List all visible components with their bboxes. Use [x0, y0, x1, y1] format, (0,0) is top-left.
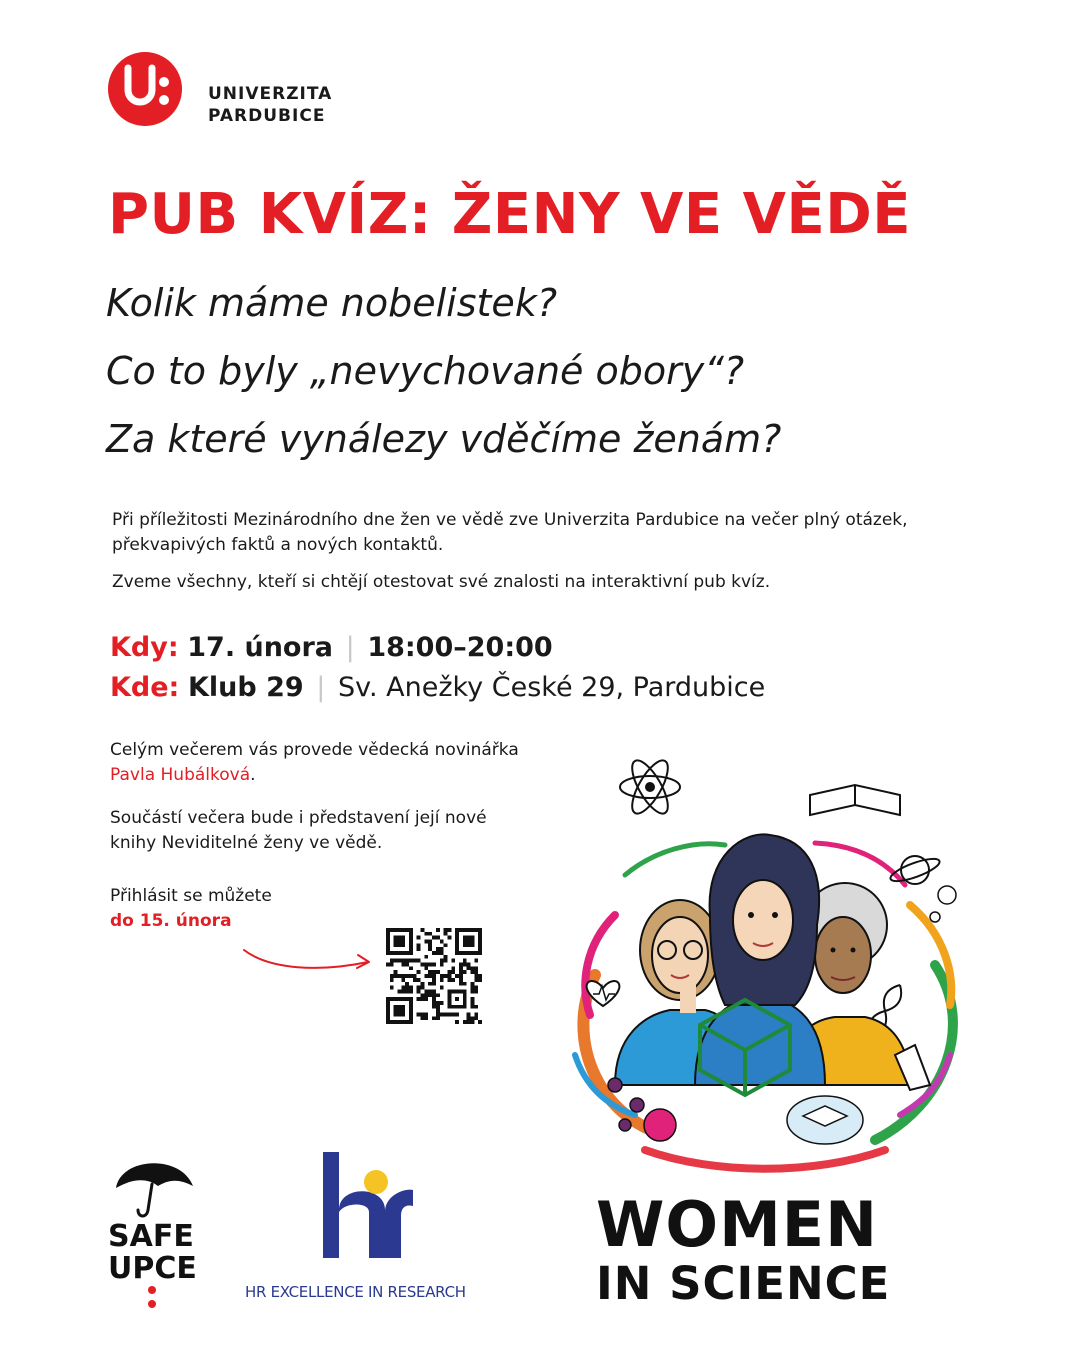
- qr-module: [421, 982, 425, 986]
- book-paragraph: Součástí večera bude i představení její nové knihy Neviditelné ženy ve vědě.: [110, 808, 487, 853]
- qr-module: [447, 928, 451, 932]
- wis-line-2: IN SCIENCE: [596, 1257, 891, 1310]
- qr-module: [417, 997, 421, 1001]
- event-where: [110, 670, 765, 706]
- qr-module: [470, 982, 474, 986]
- qr-module: [401, 959, 405, 963]
- qr-module: [467, 1020, 471, 1024]
- when-label: Kdy:: [110, 632, 179, 663]
- university-name: UNIVERZITA PARDUBICE: [208, 84, 333, 126]
- qr-module: [463, 1020, 467, 1024]
- qr-module: [478, 1020, 482, 1024]
- qr-module: [436, 993, 440, 997]
- qr-module: [470, 966, 474, 970]
- qr-module: [421, 963, 425, 967]
- qr-module: [428, 947, 432, 951]
- qr-module: [432, 1005, 436, 1009]
- qr-module: [455, 974, 459, 978]
- qr-module: [463, 982, 467, 986]
- upce-text: UPCE: [108, 1251, 197, 1286]
- intro-paragraph-1: Při příležitosti Mezinárodního dne žen ve vědě zve Univerzita Pardubice na večer plný otázek, překvapivých faktů a nových kontaktů.: [112, 510, 908, 555]
- qr-module: [432, 1001, 436, 1005]
- qr-module: [440, 963, 444, 967]
- qr-module: [424, 932, 428, 936]
- qr-module: [463, 963, 467, 967]
- qr-module: [474, 1016, 478, 1020]
- qr-module: [432, 1016, 436, 1020]
- qr-module: [394, 974, 398, 978]
- qr-module: [428, 940, 432, 944]
- qr-module: [413, 974, 417, 978]
- qr-module: [424, 993, 428, 997]
- registration-deadline: do 15. února: [110, 911, 232, 931]
- qr-module: [463, 959, 467, 963]
- arrow-icon: [240, 938, 380, 978]
- qr-module: [470, 1020, 474, 1024]
- qr-module: [424, 966, 428, 970]
- qr-module: [436, 928, 440, 932]
- qr-module: [436, 1001, 440, 1005]
- qr-module: [474, 970, 478, 974]
- qr-module: [394, 970, 398, 974]
- qr-module: [436, 951, 440, 955]
- qr-module: [405, 963, 409, 967]
- qr-module: [409, 989, 413, 993]
- qr-module: [428, 974, 432, 978]
- qr-module: [444, 974, 448, 978]
- qr-module: [401, 989, 405, 993]
- qr-module: [440, 940, 444, 944]
- question-3: Za které vynálezy vděčíme ženám?: [106, 417, 782, 461]
- qr-module: [417, 978, 421, 982]
- qr-module: [405, 982, 409, 986]
- qr-module: [470, 989, 474, 993]
- qr-module: [432, 982, 436, 986]
- qr-module: [459, 982, 463, 986]
- hr-caption: HR EXCELLENCE IN RESEARCH: [245, 1283, 466, 1301]
- qr-module: [424, 940, 428, 944]
- qr-module: [432, 951, 436, 955]
- qr-module: [424, 1012, 428, 1016]
- intro-paragraph-2: Zveme všechny, kteří si chtějí otestovat své znalosti na interaktivní pub kvíz.: [112, 572, 771, 592]
- qr-module: [417, 947, 421, 951]
- qr-module: [474, 1012, 478, 1016]
- qr-module: [474, 966, 478, 970]
- hr-mark-icon: [245, 1150, 485, 1275]
- qr-module: [444, 932, 448, 936]
- registration-note: [110, 884, 530, 934]
- wis-line-1: WOMEN: [596, 1188, 879, 1261]
- qr-module: [444, 928, 448, 932]
- question-2: Co to byly „nevychované obory“?: [106, 349, 745, 393]
- qr-module: [424, 1016, 428, 1020]
- qr-module: [459, 970, 463, 974]
- qr-module: [444, 1012, 448, 1016]
- qr-module: [478, 974, 482, 978]
- qr-module: [401, 986, 405, 990]
- qr-module: [409, 966, 413, 970]
- qr-module: [451, 978, 455, 982]
- qr-module: [474, 974, 478, 978]
- qr-module: [459, 974, 463, 978]
- qr-module: [451, 1012, 455, 1016]
- qr-module: [417, 943, 421, 947]
- qr-module: [440, 947, 444, 951]
- qr-module: [444, 959, 448, 963]
- qr-module: [405, 974, 409, 978]
- event-date: 17. února: [187, 632, 334, 663]
- question-1: Kolik máme nobelistek?: [106, 281, 557, 325]
- qr-module: [444, 955, 448, 959]
- qr-module: [424, 974, 428, 978]
- qr-module: [474, 989, 478, 993]
- qr-module: [470, 1005, 474, 1009]
- event-when: [110, 630, 553, 666]
- qr-module: [470, 1016, 474, 1020]
- event-time: 18:00–20:00: [367, 632, 553, 663]
- qr-module: [405, 989, 409, 993]
- qr-module: [398, 974, 402, 978]
- qr-module: [424, 963, 428, 967]
- qr-module: [451, 959, 455, 963]
- qr-module: [436, 1016, 440, 1020]
- qr-module: [440, 951, 444, 955]
- qr-module: [436, 936, 440, 940]
- qr-module: [409, 974, 413, 978]
- qr-module: [428, 993, 432, 997]
- qr-module: [432, 993, 436, 997]
- qr-module: [436, 1012, 440, 1016]
- qr-module: [447, 974, 451, 978]
- event-venue: Klub 29: [187, 672, 304, 703]
- qr-module: [424, 997, 428, 1001]
- qr-module: [432, 936, 436, 940]
- qr-module: [386, 963, 390, 967]
- qr-module: [401, 978, 405, 982]
- qr-module: [463, 970, 467, 974]
- qr-module: [432, 989, 436, 993]
- qr-module: [474, 978, 478, 982]
- qr-module: [478, 978, 482, 982]
- qr-module: [451, 966, 455, 970]
- qr-module: [421, 1016, 425, 1020]
- qr-module: [474, 959, 478, 963]
- umbrella-icon: [116, 1163, 193, 1216]
- qr-module: [470, 1001, 474, 1005]
- qr-module: [394, 959, 398, 963]
- qr-module: [432, 970, 436, 974]
- qr-module: [428, 943, 432, 947]
- qr-module: [390, 963, 394, 967]
- qr-module: [474, 1005, 478, 1009]
- women-in-science-illustration: [555, 755, 975, 1175]
- page-title: PUB KVÍZ: ŽENY VE VĚDĚ: [108, 182, 911, 247]
- qr-module: [455, 1012, 459, 1016]
- qr-module: [428, 932, 432, 936]
- qr-module: [417, 970, 421, 974]
- qr-module: [401, 963, 405, 967]
- safe-text: SAFE: [108, 1219, 194, 1254]
- women-in-science-wordmark: [596, 1188, 926, 1310]
- qr-code[interactable]: [386, 928, 482, 1024]
- separator: |: [316, 672, 326, 703]
- qr-module: [447, 978, 451, 982]
- qr-module: [405, 986, 409, 990]
- upce-logo-icon: [108, 52, 182, 126]
- qr-module: [421, 997, 425, 1001]
- qr-module: [417, 989, 421, 993]
- qr-module: [436, 1005, 440, 1009]
- qr-module: [436, 1009, 440, 1013]
- qr-module: [440, 1012, 444, 1016]
- qr-module: [440, 1001, 444, 1005]
- qr-module: [432, 978, 436, 982]
- qr-module: [440, 959, 444, 963]
- qr-module: [421, 993, 425, 997]
- qr-module: [467, 963, 471, 967]
- qr-module: [467, 1016, 471, 1020]
- qr-module: [436, 970, 440, 974]
- qr-module: [428, 970, 432, 974]
- qr-module: [409, 986, 413, 990]
- qr-module: [459, 963, 463, 967]
- qr-module: [390, 986, 394, 990]
- qr-module: [455, 1020, 459, 1024]
- qr-module: [459, 966, 463, 970]
- qr-module: [440, 974, 444, 978]
- qr-module: [390, 974, 394, 978]
- qr-module: [398, 989, 402, 993]
- qr-module: [432, 963, 436, 967]
- qr-module: [432, 997, 436, 1001]
- qr-module: [424, 989, 428, 993]
- university-logo: [108, 52, 368, 132]
- qr-module: [451, 970, 455, 974]
- qr-module: [440, 986, 444, 990]
- qr-module: [413, 959, 417, 963]
- qr-module: [436, 947, 440, 951]
- hr-excellence-logo: [245, 1150, 485, 1310]
- qr-module: [467, 1012, 471, 1016]
- qr-module: [444, 943, 448, 947]
- qr-module: [417, 959, 421, 963]
- qr-module: [470, 997, 474, 1001]
- qr-module: [447, 1012, 451, 1016]
- separator: |: [345, 632, 355, 663]
- host-paragraph: Celým večerem vás provede vědecká novinářka Pavla Hubálková.: [110, 740, 519, 785]
- qr-module: [428, 963, 432, 967]
- qr-module: [440, 978, 444, 982]
- qr-module: [417, 1012, 421, 1016]
- qr-module: [390, 978, 394, 982]
- registration-text: Přihlásit se můžete: [110, 886, 272, 906]
- where-label: Kde:: [110, 672, 180, 703]
- qr-module: [409, 959, 413, 963]
- qr-module: [390, 959, 394, 963]
- qr-module: [417, 986, 421, 990]
- qr-module: [421, 928, 425, 932]
- event-address: Sv. Anežky České 29, Pardubice: [337, 672, 766, 703]
- qr-module: [428, 982, 432, 986]
- qr-module: [470, 986, 474, 990]
- qr-module: [421, 1012, 425, 1016]
- qr-module: [447, 936, 451, 940]
- qr-module: [413, 978, 417, 982]
- qr-module: [432, 974, 436, 978]
- host-name: Pavla Hubálková: [110, 765, 251, 785]
- qr-module: [447, 970, 451, 974]
- qr-module: [467, 966, 471, 970]
- safe-upce-logo: [108, 1148, 198, 1318]
- qr-module: [421, 986, 425, 990]
- qr-module: [459, 978, 463, 982]
- qr-module: [424, 955, 428, 959]
- qr-module: [417, 936, 421, 940]
- qr-module: [401, 974, 405, 978]
- qr-module: [470, 970, 474, 974]
- qr-module: [398, 959, 402, 963]
- qr-module: [428, 989, 432, 993]
- qr-module: [474, 986, 478, 990]
- qr-module: [405, 959, 409, 963]
